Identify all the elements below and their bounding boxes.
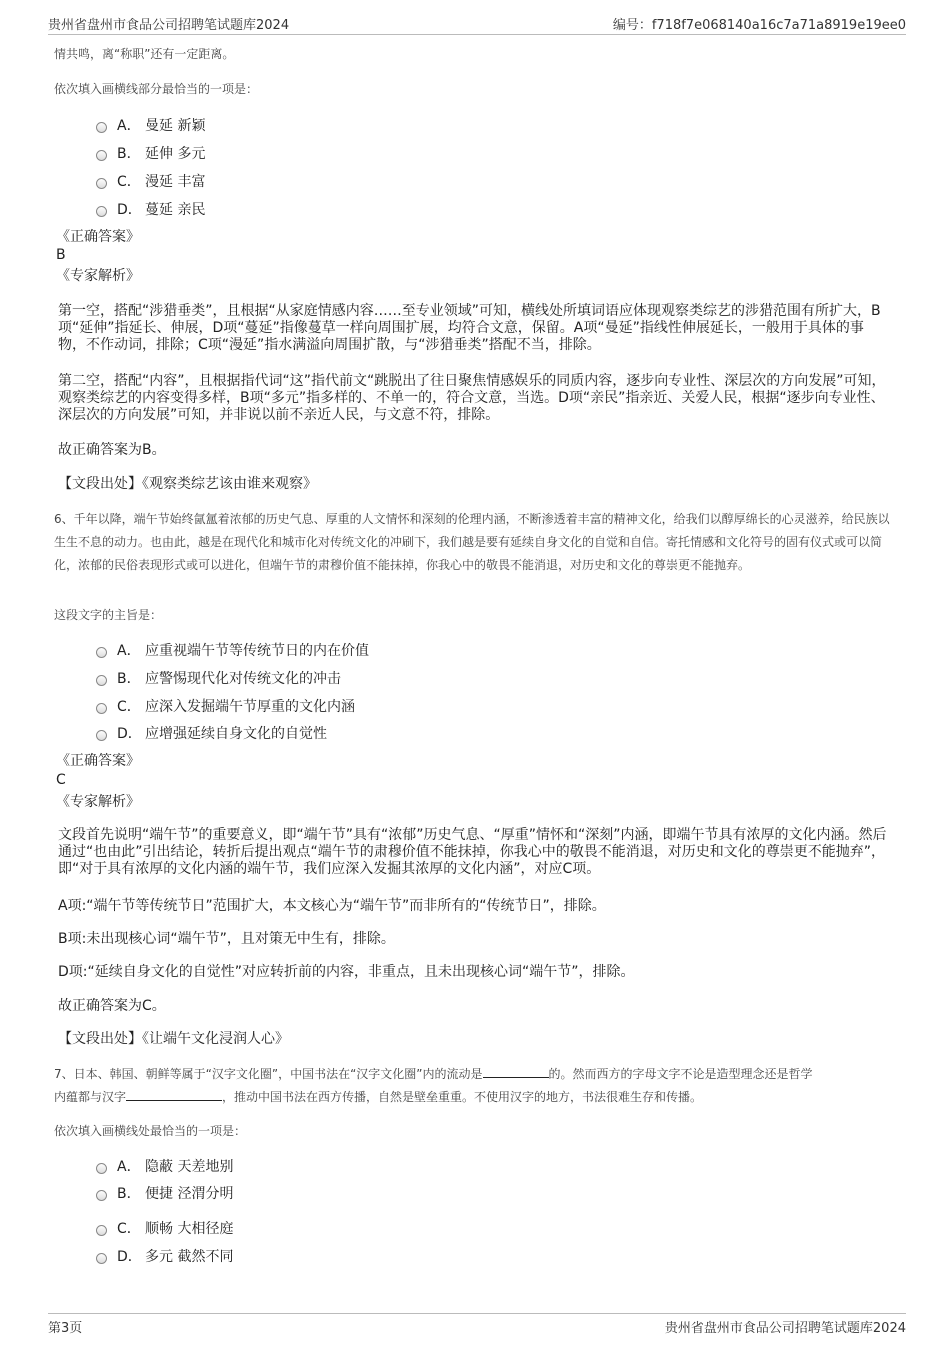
option-text: 应深入发掘端午节厚重的文化内涵 [145, 699, 355, 715]
radio-icon[interactable] [96, 122, 107, 133]
radio-icon[interactable] [96, 206, 107, 217]
q7-option-b[interactable] [96, 1183, 233, 1203]
q7-prompt: 依次填入画横线处最恰当的一项是： [54, 1124, 247, 1138]
q5-conclusion: 故正确答案为B。 [58, 442, 166, 458]
option-key: C． [117, 174, 141, 190]
q6-answer: C [56, 772, 66, 788]
radio-icon[interactable] [96, 675, 107, 686]
q5-option-c[interactable] [96, 171, 205, 191]
radio-icon[interactable] [96, 703, 107, 714]
q7-stem-part-2: 的。然而西方的字母文字不论是造型理念还是哲学 [548, 1067, 813, 1081]
option-text: 顺畅 大相径庭 [145, 1221, 234, 1237]
q6-analysis-pb: B项:未出现核心词“端午节”，且对策无中生有，排除。 [58, 931, 395, 947]
option-key: B． [117, 671, 141, 687]
q6-option-c[interactable] [96, 696, 355, 716]
q5-analysis-p2: 第二空，搭配“内容”，且根据指代词“这”指代前文“跳脱出了往日聚焦情感娱乐的同质内容，逐步向专业性、深层次的方向发展”可知，观察类综艺的内容变得多样，B项“多元”指多样的、不单一的，符合文意，当选。D项“亲民”指亲近、关爱人民，根据“逐步向专业性、深层次的方向发展”可知，并非说以前不亲近人民，与文意不符，排除。 [58, 373, 886, 423]
option-key: A． [117, 118, 141, 134]
q5-stem-tail: 情共鸣，离“称职”还有一定距离。 [54, 47, 235, 61]
q6-analysis-p1: 文段首先说明“端午节”的重要意义，即“端午节”具有“浓郁”历史气息、“厚重”情怀和“深刻”内涵，即端午节具有浓厚的文化内涵。然后通过“也由此”引出结论，转折后提出观点“端午节的肃穆价值不能抹掉，你我心中的敬畏不能消退，对历史和文化的尊崇更不能抛弃”，即“对于具有浓厚的文化内涵的端午节，我们应深入发掘其浓厚的文化内涵”，对应C项。 [58, 827, 887, 877]
option-key: B． [117, 146, 141, 162]
q7-stem-part-3: 内蕴都与汉字 [54, 1090, 127, 1104]
option-text: 多元 截然不同 [145, 1249, 234, 1265]
option-key: D． [117, 202, 142, 218]
q6-analysis-pa: A项:“端午节等传统节日”范围扩大，本文核心为“端午节”而非所有的“传统节日”，排除。 [58, 898, 606, 914]
q6-answer-label: 《正确答案》 [56, 753, 140, 769]
q5-analysis-label: 《专家解析》 [56, 268, 140, 284]
option-text: 应重视端午节等传统节日的内在价值 [145, 643, 369, 659]
q6-source: 【文段出处】《让端午文化浸润人心》 [58, 1031, 289, 1047]
q6-prompt: 这段文字的主旨是： [54, 608, 163, 622]
option-text: 曼延 新颖 [145, 118, 206, 134]
option-text: 便捷 泾渭分明 [145, 1186, 234, 1202]
q6-stem: 6、千年以降，端午节始终氤氲着浓郁的历史气息、厚重的人文情怀和深刻的伦理内涵，不断渗透着丰富的精神文化，给我们以醇厚绵长的心灵滋养，给民族以生生不息的动力。也由此，越是在现代化和城市化对传统文化的冲刷下，我们越是要有延续自身文化的自觉和自信。寄托情感和文化符号的固有仪式或可以简化，浓郁的民俗表现形式或可以进化，但端午节的肃穆价值不能抹掉，你我心中的敬畏不能消退，对历史和文化的尊崇更不能抛弃。 [54, 512, 890, 572]
option-text: 隐蔽 天差地别 [145, 1159, 234, 1175]
option-key: D． [117, 726, 142, 742]
q7-stem-part-4: ，推动中国书法在西方传播，自然是壁垒重重。不使用汉字的地方，书法很难生存和传播。 [222, 1090, 703, 1104]
footer-title: 贵州省盘州市食品公司招聘笔试题库2024 [664, 1321, 906, 1336]
q7-option-c[interactable] [96, 1218, 233, 1238]
q5-source: 【文段出处】《观察类综艺该由谁来观察》 [58, 476, 317, 492]
q7-option-d[interactable] [96, 1246, 233, 1266]
q6-analysis-pd: D项:“延续自身文化的自觉性”对应转折前的内容，非重点，且未出现核心词“端午节”，排除。 [58, 964, 635, 980]
q5-option-a[interactable] [96, 115, 205, 135]
q6-option-b[interactable] [96, 668, 341, 688]
q5-answer-label: 《正确答案》 [56, 229, 140, 245]
header-title: 贵州省盘州市食品公司招聘笔试题库2024 [48, 18, 290, 33]
q5-prompt: 依次填入画横线部分最恰当的一项是： [54, 82, 259, 96]
option-key: D． [117, 1249, 142, 1265]
radio-icon[interactable] [96, 1225, 107, 1236]
answer-blank-2 [126, 1088, 222, 1101]
header-serial: 编号：f718f7e068140a16c7a71a8919e19ee0 [612, 18, 906, 33]
answer-blank-1 [483, 1065, 549, 1078]
q5-answer: B [56, 247, 66, 263]
q6-conclusion: 故正确答案为C。 [58, 998, 166, 1014]
q6-option-d[interactable] [96, 723, 327, 743]
q7-option-a[interactable] [96, 1156, 233, 1176]
q7-stem [54, 1063, 904, 1109]
page-header [48, 14, 906, 35]
radio-icon[interactable] [96, 647, 107, 658]
radio-icon[interactable] [96, 1163, 107, 1174]
radio-icon[interactable] [96, 178, 107, 189]
page-footer [48, 1313, 906, 1336]
q6-option-a[interactable] [96, 640, 369, 660]
option-text: 漫延 丰富 [145, 174, 206, 190]
q6-analysis-label: 《专家解析》 [56, 794, 140, 810]
radio-icon[interactable] [96, 1253, 107, 1264]
option-key: C． [117, 699, 141, 715]
q5-option-b[interactable] [96, 143, 205, 163]
option-key: C． [117, 1221, 141, 1237]
option-text: 延伸 多元 [145, 146, 206, 162]
page-number: 第3页 [48, 1321, 83, 1336]
q5-option-d[interactable] [96, 199, 205, 219]
q7-stem-part-1: 7、日本、韩国、朝鲜等属于“汉字文化圈”，中国书法在“汉字文化圈”内的流动是 [54, 1067, 483, 1081]
option-key: B． [117, 1186, 141, 1202]
option-text: 应警惕现代化对传统文化的冲击 [145, 671, 341, 687]
option-text: 应增强延续自身文化的自觉性 [145, 726, 327, 742]
radio-icon[interactable] [96, 730, 107, 741]
option-text: 蔓延 亲民 [145, 202, 206, 218]
option-key: A． [117, 1159, 141, 1175]
radio-icon[interactable] [96, 1190, 107, 1201]
radio-icon[interactable] [96, 150, 107, 161]
q5-analysis-p1: 第一空，搭配“涉猎垂类”，且根据“从家庭情感内容……至专业领域”可知，横线处所填词语应体现观察类综艺的涉猎范围有所扩大，B项“延伸”指延长、伸展，D项“蔓延”指像蔓草一样向周围扩展，均符合文意，保留。A项“曼延”指线性伸展延长，一般用于具体的事物，不作动词，排除；C项“漫延”指水满溢向周围扩散，与“涉猎垂类”搭配不当，排除。 [58, 303, 881, 353]
option-key: A． [117, 643, 141, 659]
